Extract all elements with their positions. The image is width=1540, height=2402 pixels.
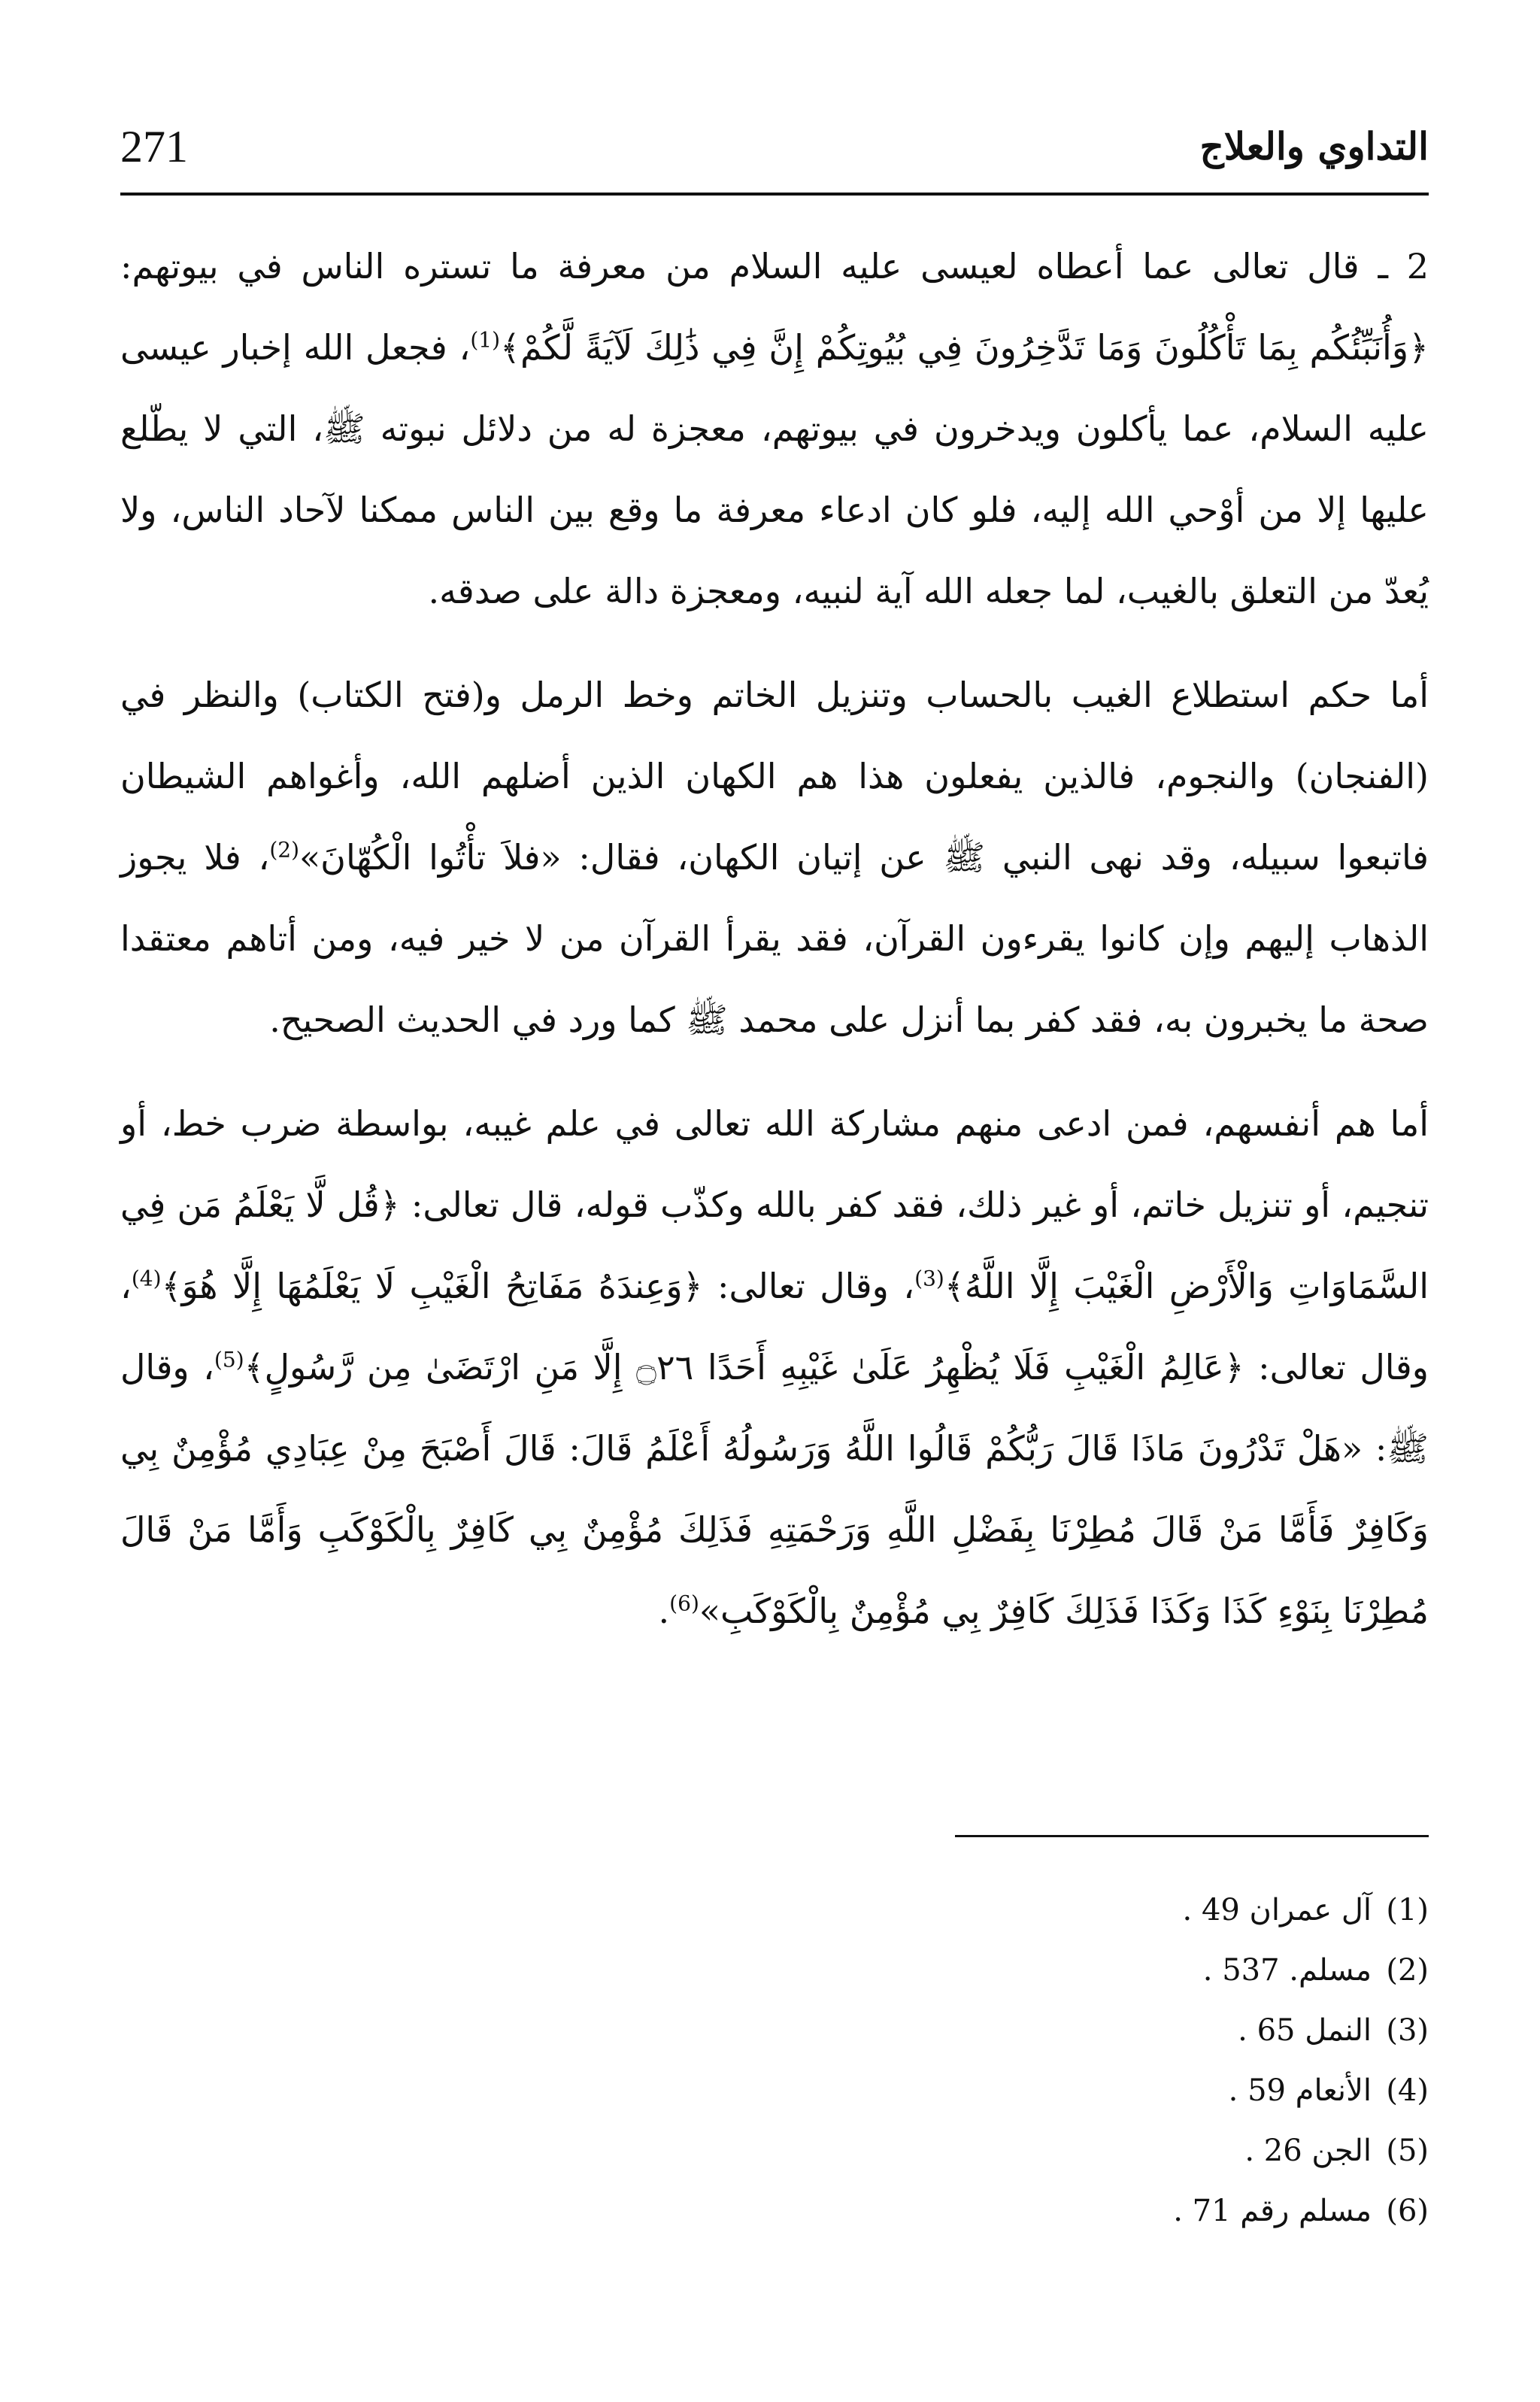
quran-verse-2: ﴿قُل لَّا يَعْلَمُ مَن فِي السَّمَاوَاتِ وَالْأَرْضِ الْغَيْبَ إِلَّا اللَّهُ﴾ [120,1184,1429,1306]
paragraph-1-rest: ، فجعل الله إخبار عيسى عليه السلام، عما يأكلون ويدخرون في بيوتهم، معجزة له من دلائل نبوته ﷺ، التي لا يطّلع عليها إلا من أوْحي الله إليه، فلو كان ادعاء معرفة ما وقع بين الناس ممكنا لآحاد الناس، ولا يُعدّ من التعلق بالغيب، لما جعله الله آية لنبيه، ومعجزة دالة على صدقه. [120,327,1429,611]
paragraph-2-rest: ، فلا يجوز الذهاب إليهم وإن كانوا يقرءون القرآن، فقد يقرأ القرآن من لا خير فيه، ومن أتاهم معتقدا صحة ما يخبرون به، فقد كفر بما أنزل على محمد ﷺ كما ورد في الحديث الصحيح. [120,837,1429,1040]
paragraph-3 [120,1083,1429,1651]
page-number: 271 [120,122,188,171]
paragraph-1 [120,226,1429,632]
page-header [120,113,1429,180]
paragraph-3-lead: أما هم أنفسهم، فمن ادعى منهم مشاركة الله تعالى في علم غيبه، بواسطة ضرب خط، أو تنجيم، أو تنزيل خاتم، أو غير ذلك، فقد كفر بالله وكذّب قوله، قال تعالى: [120,1103,1429,1225]
footnote-text: النمل 65 . [1238,2013,1372,2048]
footnote-ref-2[interactable]: (2) [269,837,300,863]
footnote-1 [120,1880,1429,1940]
footnote-text: الجن 26 . [1244,2134,1372,2168]
paragraph-2 [120,654,1429,1060]
footnote-4 [120,2061,1429,2121]
quran-verse-4: ﴿عَالِمُ الْغَيْبِ فَلَا يُظْهِرُ عَلَىٰ غَيْبِهِ أَحَدًا ۝٢٦ إِلَّا مَنِ ارْتَضَىٰ مِن رَّسُولٍ﴾ [244,1347,1244,1388]
footnote-ref-4[interactable]: (4) [131,1266,162,1291]
footnote-2 [120,1940,1429,2000]
footnote-ref-3[interactable]: (3) [914,1266,944,1291]
footnote-number: (2) [1386,1953,1429,1988]
footnote-rule [955,1835,1429,1837]
paragraph-3-mid-1: ، وقال تعالى: [702,1266,915,1306]
quran-verse-3: ﴿وَعِندَهُ مَفَاتِحُ الْغَيْبِ لَا يَعْلَمُهَا إِلَّا هُوَ﴾ [161,1266,703,1306]
hadith-quote-1: «فلاَ تأْتُوا الْكُهّانَ» [299,837,562,878]
footnote-ref-6[interactable]: (6) [669,1591,699,1616]
footnote-number: (5) [1386,2134,1429,2168]
footnote-3 [120,2000,1429,2061]
footnote-number: (6) [1386,2194,1429,2228]
paragraph-2-lead: أما حكم استطلاع الغيب بالحساب وتنزيل الخاتم وخط الرمل و(فتح الكتاب) والنظر في (الفنجان) والنجوم، فالذين يفعلون هذا هم الكهان الذين أضلهم الله، وأغواهم الشيطان فاتبعوا سبيله، وقد نهى النبي ﷺ عن إتيان الكهان، فقال: [120,675,1429,878]
footnote-number: (3) [1386,2013,1429,2048]
footnote-number: (4) [1386,2073,1429,2108]
hadith-quote-2: «هَلْ تَدْرُونَ مَاذَا قَالَ رَبُّكُمْ قَالُوا اللَّهُ وَرَسُولُهُ أَعْلَمُ قَالَ: قَالَ أَصْبَحَ مِنْ عِبَادِي مُؤْمِنٌ بِي وَكَافِرٌ فَأَمَّا مَنْ قَالَ مُطِرْنَا بِفَضْلِ اللَّهِ وَرَحْمَتِهِ فَذَلِكَ مُؤْمِنٌ بِي كَافِرٌ بِالْكَوْكَبِ وَأَمَّا مَنْ قَالَ مُطِرْنَا بِنَوْءِ كَذَا وَكَذَا فَذَلِكَ كَافِرٌ بِي مُؤْمِنٌ بِالْكَوْكَبِ» [120,1428,1429,1631]
paragraph-3-mid-2: ، وقال تعالى: [120,1266,1429,1388]
footnote-6 [120,2181,1429,2241]
quran-verse-1: ﴿وَأُنَبِّئُكُم بِمَا تَأْكُلُونَ وَمَا تَدَّخِرُونَ فِي بُيُوتِكُمْ إِنَّ فِي ذَٰلِكَ لَآيَةً لَّكُمْ﴾ [500,327,1429,368]
main-text [120,226,1429,1674]
footnote-ref-1[interactable]: (1) [470,327,501,353]
running-title: التداوي والعلاج [1199,124,1429,168]
paragraph-3-end: . [658,1591,670,1631]
paragraph-1-lead: 2 ـ قال تعالى عما أعطاه لعيسى عليه السلام من معرفة ما تستره الناس في بيوتهم: [120,246,1429,287]
footnote-text: مسلم رقم 71 . [1173,2194,1372,2228]
footnote-ref-5[interactable]: (5) [214,1347,244,1372]
footnote-text: مسلم. 537 . [1202,1953,1372,1988]
header-rule [120,193,1429,196]
footnote-number: (1) [1386,1893,1429,1927]
footnote-text: آل عمران 49 . [1182,1893,1372,1927]
footnote-5 [120,2121,1429,2181]
footnotes [120,1880,1429,2241]
footnote-text: الأنعام 59 . [1228,2073,1372,2108]
paragraph-3-mid-3: ، وقال ﷺ: [120,1347,1429,1469]
